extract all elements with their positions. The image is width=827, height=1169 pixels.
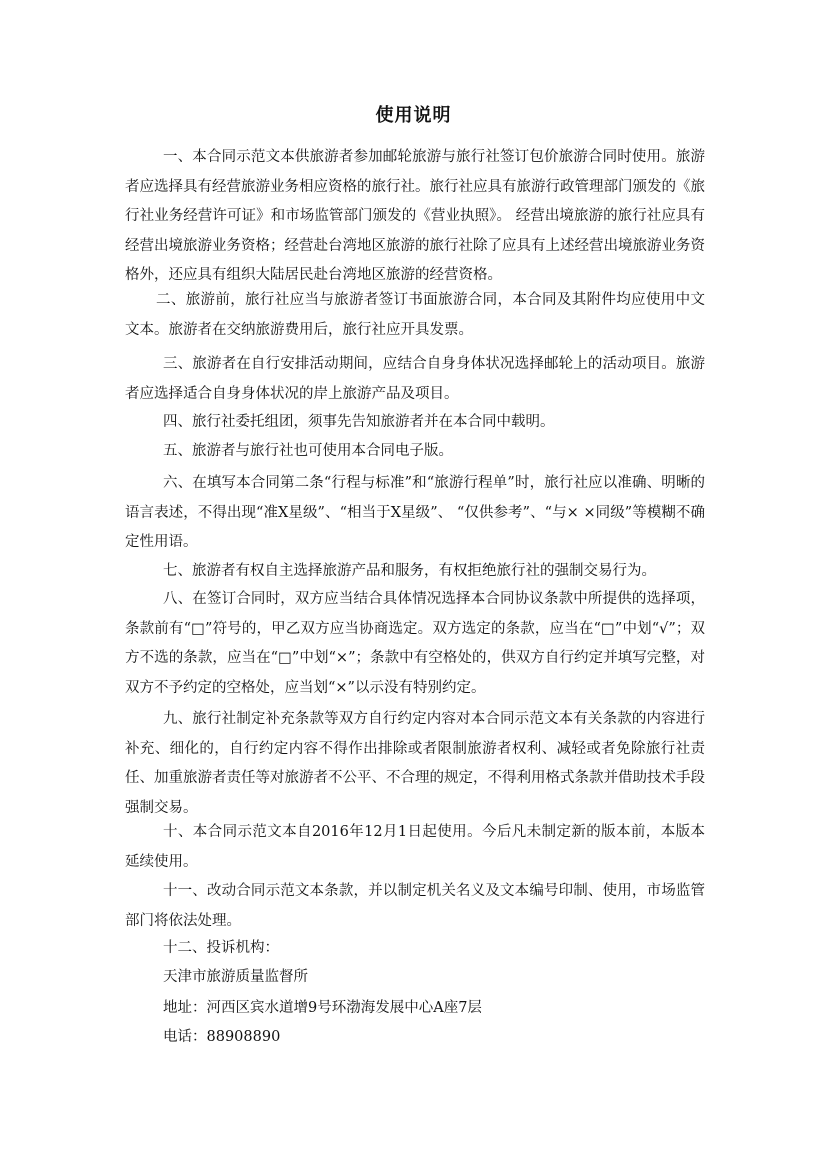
paragraph-10: 十、本合同示范文本自2016年12月1日起使用。今后凡未制定新的版本前，本版本延续使用。 — [125, 824, 705, 870]
document-title: 使用说明 — [375, 105, 452, 126]
complaint-heading: 十二、投诉机构： — [163, 940, 279, 956]
paragraph-2: 二、旅游前，旅行社应当与旅游者签订书面旅游合同，本合同及其附件均应使用中文文本。旅游者在交纳旅游费用后，旅行社应开具发票。 — [125, 292, 705, 338]
paragraph-8: 八、在签订合同时，双方应当结合具体情况选择本合同协议条款中所提供的选择项，条款前有“□”符号的，甲乙双方应当协商选定。双方选定的条款，应当在“□”中划“√”；双方不选的条款，应当在“□”中划“×”；条款中有空格处的，供双方自行约定并填写完整，对双方不予约定的空格处，应当划“×”以示没有特别约定。 — [125, 591, 705, 696]
paragraph-6: 六、在填写本合同第二条“行程与标准”和“旅游行程单”时，旅行社应以准确、明晰的语言表述，不得出现“准X星级”、“相当于X星级”、 “仅供参考”、“与× ×同级”等模糊不确定性用语。 — [125, 475, 705, 550]
complaint-address: 地址：河西区宾水道增9号环渤海发展中心A座7层 — [163, 1000, 482, 1016]
paragraph-1: 一、本合同示范文本供旅游者参加邮轮旅游与旅行社签订包价旅游合同时使用。旅游者应选择具有经营旅游业务相应资格的旅行社。旅行社应具有旅游行政管理部门颁发的《旅行社业务经营许可证》和市场监管部门颁发的《营业执照》。 经营出境旅游的旅行社应具有经营出境旅游业务资格；经营赴台湾地区旅游的旅行社除了应具有上述经营出境旅游业务资格外，还应具有组织大陆居民赴台湾地区旅游的经营资格。 — [125, 149, 705, 283]
paragraph-5: 五、旅游者与旅行社也可使用本合同电子版。 — [163, 443, 453, 459]
paragraph-11: 十一、改动合同示范文本条款，并以制定机关名义及文本编号印制、使用，市场监管部门将依法处理。 — [125, 883, 705, 929]
paragraph-9: 九、旅行社制定补充条款等双方自行约定内容对本合同示范文本有关条款的内容进行补充、细化的，自行约定内容不得作出排除或者限制旅游者权利、减轻或者免除旅行社责任、加重旅游者责任等对旅游者不公平、不合理的规定，不得利用格式条款并借助技术手段强制交易。 — [125, 711, 705, 816]
paragraph-4: 四、旅行社委托组团，须事先告知旅游者并在本合同中载明。 — [163, 414, 555, 430]
paragraph-7: 七、旅游者有权自主选择旅游产品和服务，有权拒绝旅行社的强制交易行为。 — [163, 563, 656, 579]
paragraph-3: 三、旅游者在自行安排活动期间，应结合自身身体状况选择邮轮上的活动项目。旅游者应选择适合自身身体状况的岸上旅游产品及项目。 — [125, 356, 705, 402]
complaint-phone: 电话：88908890 — [163, 1029, 281, 1045]
complaint-organization: 天津市旅游质量监督所 — [163, 969, 308, 985]
